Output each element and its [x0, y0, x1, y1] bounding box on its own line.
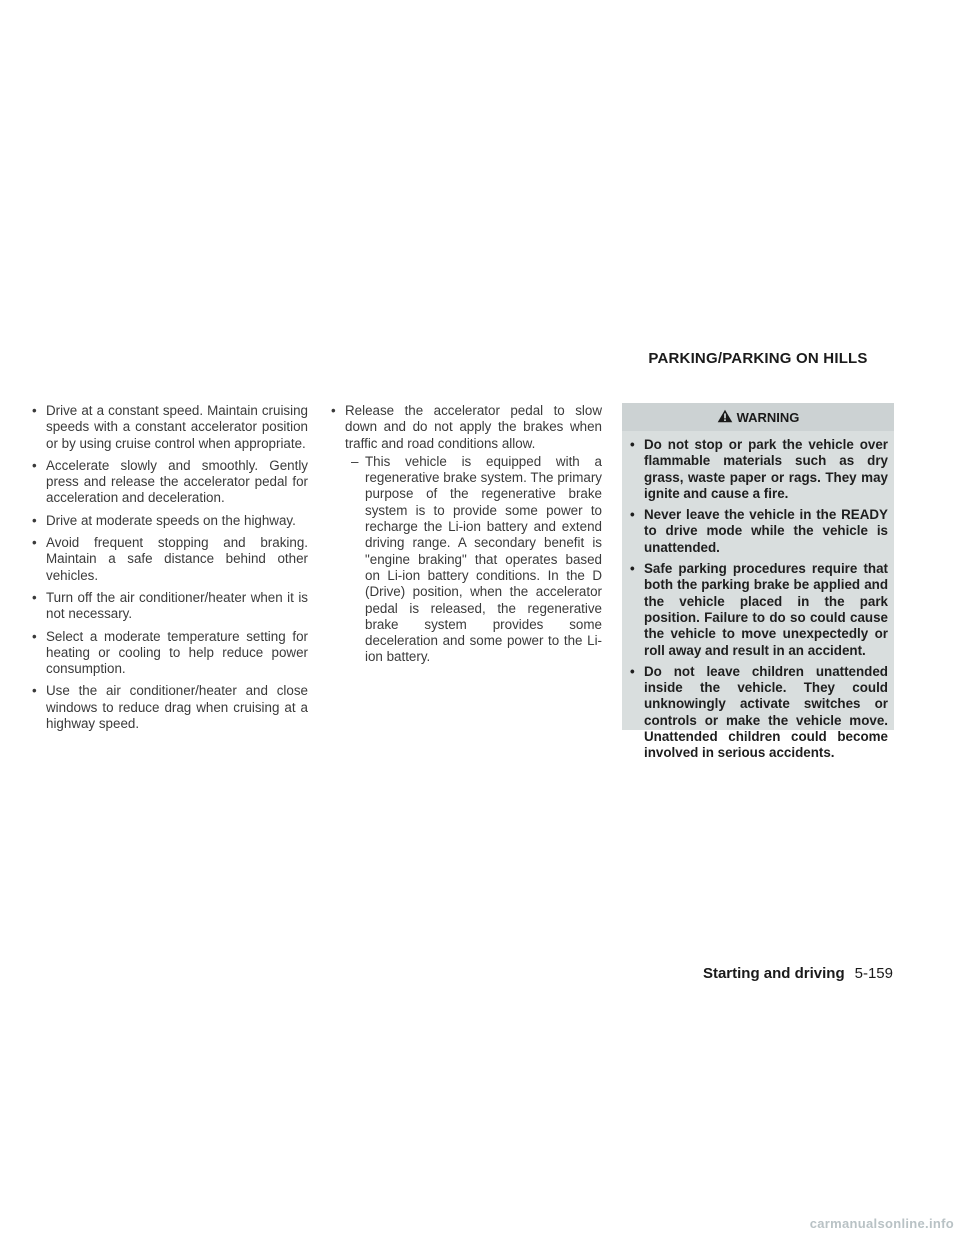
sub-list [345, 454, 602, 666]
page-footer [703, 965, 893, 982]
warning-item: • Do not stop or park the vehicle over flammable materials such as dry grass, waste paper or rags. They may ignite and cause a fire. [628, 437, 888, 502]
watermark: carmanualsonline.info [809, 1216, 954, 1231]
warning-triangle-icon [717, 409, 733, 426]
warning-title: WARNING [736, 409, 800, 425]
release-pedal-list [325, 403, 602, 666]
list-item: • Turn off the air conditioner/heater when it is not necessary. [26, 590, 308, 623]
list-item: • Accelerate slowly and smoothly. Gently press and release the accelerator pedal for acceleration and deceleration. [26, 458, 308, 507]
list-item: • Drive at a constant speed. Maintain cruising speeds with a constant accelerator position or by using cruise control when appropriate. [26, 403, 308, 452]
warning-item: • Never leave the vehicle in the READY to drive mode while the vehicle is unattended. [628, 507, 888, 556]
warning-item: • Do not leave children unattended inside the vehicle. They could unknowingly activate switches or controls or make the vehicle move. Unattended children could become involved in serious accidents. [628, 664, 888, 762]
warning-box [622, 403, 894, 761]
left-text-column [26, 403, 308, 738]
warning-body [622, 431, 894, 762]
list-item-text: Release the accelerator pedal to slow down and do not apply the brakes when traffic and road conditions allow. [345, 403, 602, 451]
list-item: • Use the air conditioner/heater and close windows to reduce drag when cruising at a highway speed. [26, 683, 308, 732]
list-item: • Avoid frequent stopping and braking. Maintain a safe distance behind other vehicles. [26, 535, 308, 584]
warning-list [628, 437, 888, 762]
warning-item: • Safe parking procedures require that both the parking brake be applied and the vehicle placed in the park position. Failure to do so could cause the vehicle to move unexpectedly or roll away and result in an accident. [628, 561, 888, 659]
section-heading: PARKING/PARKING ON HILLS [648, 350, 868, 367]
list-item: • Select a moderate temperature setting for heating or cooling to help reduce power consumption. [26, 629, 308, 678]
page-number: 5-159 [854, 965, 893, 982]
list-item [325, 403, 602, 666]
sub-list-item: – This vehicle is equipped with a regenerative brake system. The primary purpose of the regenerative brake system is to provide some power to recharge the Li-ion battery and extend driving range. A secondary benefit is "engine braking" that operates based on Li-ion battery conditions. In the D (Drive) position, when the accelerator pedal is released, the regenerative brake system provides some deceleration and some power to the Li-ion battery. [345, 454, 602, 666]
footer-section-name: Starting and driving [702, 965, 845, 982]
list-item: • Drive at moderate speeds on the highway. [26, 513, 308, 529]
tips-list [26, 403, 308, 732]
middle-text-column [325, 403, 602, 672]
warning-header [622, 403, 894, 431]
